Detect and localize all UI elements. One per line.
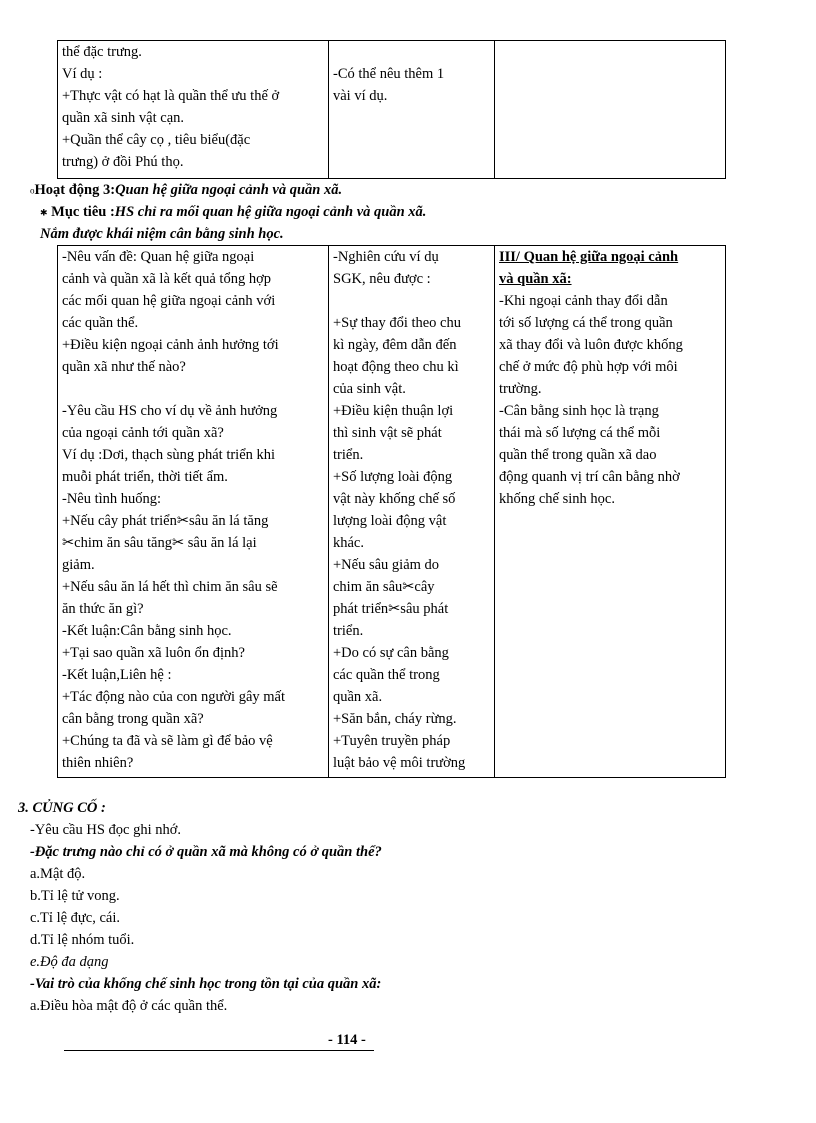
teacher-line: +Tác động nào của con người gây mất [62,689,286,705]
option-e: e.Độ đa dạng [30,954,109,970]
top-table [57,40,726,179]
student-line: -Nghiên cứu ví dụ [333,249,439,265]
student-line: chim ăn sâu✂cây [333,579,435,595]
student-line: phát triển✂sâu phát [333,601,449,617]
option-b: b.Tỉ lệ tử vong. [30,888,120,904]
top-table-col2 [329,41,495,179]
student-line: hoạt động theo chu kì [333,359,459,375]
content-line: động quanh vị trí cân bằng nhờ [499,469,680,485]
teacher-line: các quần thể. [62,315,139,331]
student-line: luật bảo vệ môi trường [333,755,466,771]
student-line: kì ngày, đêm dẫn đến [333,337,457,353]
student-line: +Nếu sâu giảm do [333,557,440,573]
content-line: -Cân bằng sinh học là trạng [499,403,659,419]
answer-2: a.Điều hòa mật độ ở các quần thể. [30,998,228,1014]
content-line: quần thể trong quần xã dao [499,447,657,463]
top-col2-line: -Có thể nêu thêm 1 [333,66,445,82]
top-table-col1 [58,41,329,179]
footer-rule [64,1050,374,1051]
content-line: xã thay đổi và luôn được khống [499,337,683,353]
student-line: lượng loài động vật [333,513,447,529]
content-line: tới số lượng cá thể trong quần [499,315,673,331]
teacher-line: +Điều kiện ngoại cảnh ảnh hưởng tới [62,337,279,353]
teacher-line: thiên nhiên? [62,755,134,771]
option-d: d.Tỉ lệ nhóm tuổi. [30,932,135,948]
teacher-line: của ngoại cảnh tới quần xã? [62,425,224,441]
top-col1-line: thể đặc trưng. [62,44,142,60]
top-col1-line: +Thực vật có hạt là quần thể ưu thế ở [62,88,280,104]
teacher-line: ✂chim ăn sâu tăng✂ sâu ăn lá lại [62,535,257,551]
teacher-activities-cell [58,246,329,778]
teacher-line: các mối quan hệ giữa ngoại cảnh với [62,293,276,309]
top-col2-line: vài ví dụ. [333,88,388,104]
teacher-line: -Yêu cầu HS cho ví dụ về ảnh hưởng [62,403,278,419]
student-line: thì sinh vật sẽ phát [333,425,442,441]
option-c: c.Tỉ lệ đực, cái. [30,910,120,926]
teacher-line: Ví dụ :Dơi, thạch sùng phát triển khi [62,447,276,463]
content-line: chế ở mức độ phù hợp với môi [499,359,678,375]
student-line: +Điều kiện thuận lợi [333,403,454,419]
student-line: quần xã. [333,689,383,705]
student-line: khác. [333,535,364,551]
consolidation-line1: -Yêu cầu HS đọc ghi nhớ. [30,822,182,838]
activity-heading [30,179,342,202]
student-line: +Do có sự cân bằng [333,645,449,661]
teacher-line: -Kết luận:Cân bằng sinh học. [62,623,232,639]
student-line: +Săn bắn, cháy rừng. [333,711,457,727]
student-line [333,290,490,312]
objective-label: Mục tiêu : [51,204,115,220]
content-line: trường. [499,381,542,397]
teacher-line: -Nêu tình huống: [62,491,162,507]
content-line: thái mà số lượng cá thể mỗi [499,425,661,441]
objective-2: Nắm được khái niệm cân bằng sinh học. [40,226,284,242]
activity-title: Quan hệ giữa ngoại cảnh và quần xã. [115,182,343,198]
teacher-line [62,378,324,400]
teacher-line: quần xã như thế nào? [62,359,186,375]
consolidation-heading: 3. CỦNG CỐ : [18,800,106,816]
objective-1: HS chỉ ra mối quan hệ giữa ngoại cảnh và quần xã. [114,204,427,220]
teacher-line: ăn thức ăn gì? [62,601,144,617]
top-col1-line: Ví dụ : [62,66,103,82]
student-line: của sinh vật. [333,381,406,397]
top-col2-line [333,41,490,63]
content-cell [495,246,726,778]
teacher-line: cảnh và quần xã là kết quả tổng hợp [62,271,271,287]
teacher-line: cân bằng trong quần xã? [62,711,204,727]
question-2: -Vai trò của khống chế sinh học trong tồn tại của quần xã: [30,976,382,992]
activity-prefix: Hoạt động 3: [34,182,116,198]
section-heading-1: III/ Quan hệ giữa ngoại cảnh [499,249,679,265]
content-line: khống chế sinh học. [499,491,615,507]
bullet-icon: o [30,185,35,196]
teacher-line: muỗi phát triển, thời tiết ẩm. [62,469,228,485]
page-number: - 114 - [328,1032,366,1048]
student-line: +Tuyên truyền pháp [333,733,451,749]
section-heading-2: và quần xã: [499,271,572,287]
student-line: +Sự thay đổi theo chu [333,315,461,331]
student-line: SGK, nêu được : [333,271,431,287]
star-bullet-icon: ✱ [40,207,48,218]
student-line: vật này khống chế số [333,491,456,507]
content-line: -Khi ngoại cảnh thay đổi dẫn [499,293,668,309]
top-table-col3 [495,41,726,179]
option-a: a.Mật độ. [30,866,86,882]
teacher-line: +Nếu cây phát triển✂sâu ăn lá tăng [62,513,269,529]
teacher-line: +Nếu sâu ăn lá hết thì chim ăn sâu sẽ [62,579,278,595]
teacher-line: giảm. [62,557,95,573]
top-col1-line: +Quần thể cây cọ , tiêu biểu(đặc [62,132,251,148]
teacher-line: +Tại sao quần xã luôn ổn định? [62,645,245,661]
teacher-line: -Kết luận,Liên hệ : [62,667,172,683]
student-line: +Số lượng loài động [333,469,453,485]
objective-line [40,201,426,224]
student-line: các quần thể trong [333,667,440,683]
student-line: triển. [333,447,364,463]
student-activities-cell [329,246,495,778]
main-table [57,245,726,778]
top-col1-line: quần xã sinh vật cạn. [62,110,185,126]
question-1: -Đặc trưng nào chỉ có ở quần xã mà không có ở quần thể? [30,844,382,860]
student-line: triển. [333,623,364,639]
teacher-line: -Nêu vấn đề: Quan hệ giữa ngoại [62,249,255,265]
teacher-line: +Chúng ta đã và sẽ làm gì để bảo vệ [62,733,273,749]
top-col1-line: trưng) ở đồi Phú thọ. [62,154,184,170]
